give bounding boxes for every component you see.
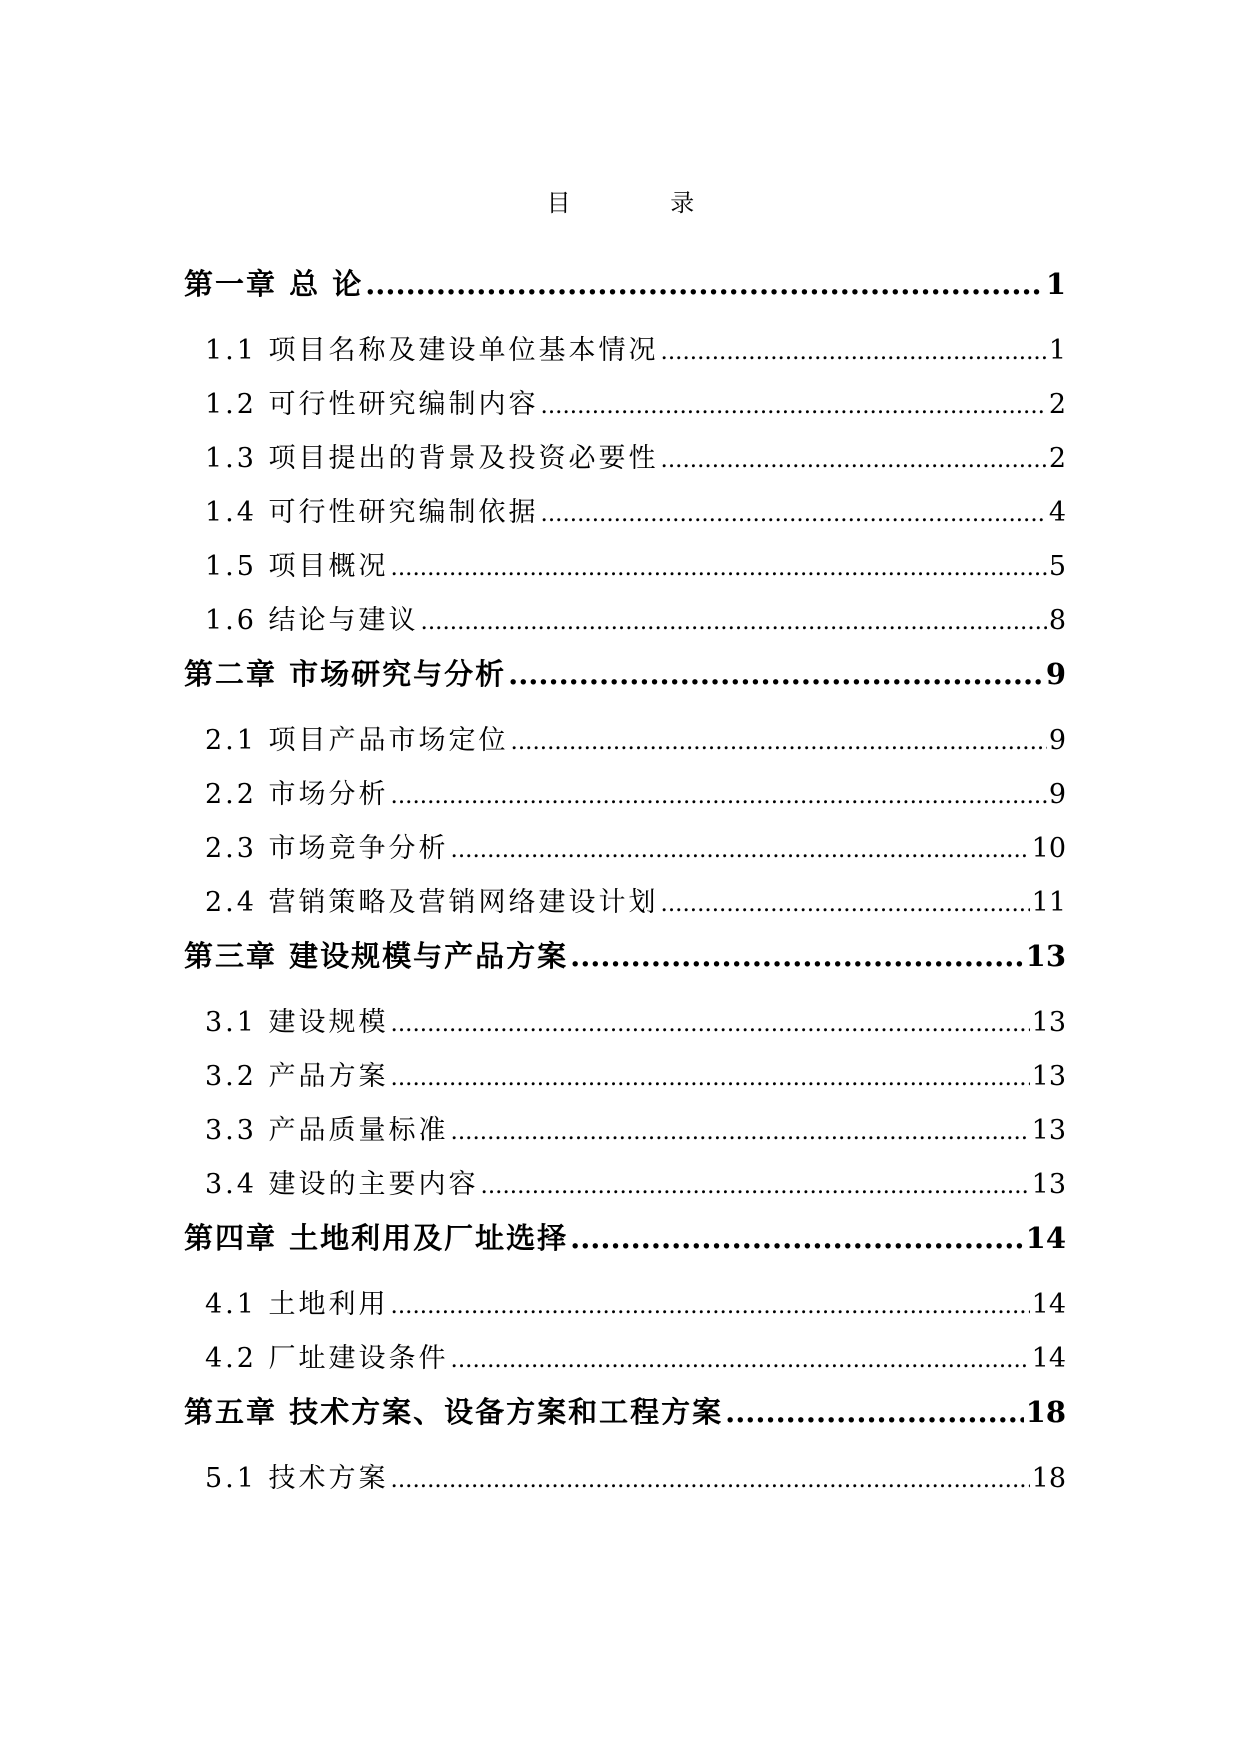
toc-dot-leader <box>451 1119 1030 1145</box>
toc-entry-label: 2.3 市场竞争分析 <box>205 833 449 864</box>
toc-entry-label: 第三章 建设规模与产品方案 <box>184 939 569 973</box>
toc-section-entry[interactable] <box>184 1054 1066 1108</box>
toc-page-number: 9 <box>1048 725 1066 756</box>
toc-entry-label: 第一章 总 论 <box>184 267 364 301</box>
toc-dot-leader <box>481 1173 1030 1199</box>
toc-page-number: 13 <box>1031 1007 1066 1038</box>
toc-section-entry[interactable] <box>184 1000 1066 1054</box>
toc-page-number: 13 <box>1031 1061 1066 1092</box>
toc-page-number: 5 <box>1048 551 1066 582</box>
toc-dot-leader <box>511 729 1047 755</box>
toc-entry-label: 第二章 市场研究与分析 <box>184 657 507 691</box>
toc-dot-leader <box>570 939 1024 973</box>
toc-section-entry[interactable] <box>184 826 1066 880</box>
toc-page-number: 1 <box>1048 335 1066 366</box>
toc-section-entry[interactable] <box>184 1336 1066 1390</box>
toc-entry-label: 1.1 项目名称及建设单位基本情况 <box>205 335 659 366</box>
toc-entry-label: 2.2 市场分析 <box>205 779 389 810</box>
toc-page-number: 18 <box>1025 1395 1066 1429</box>
toc-page-number: 9 <box>1045 657 1066 691</box>
toc-entry-label: 3.2 产品方案 <box>205 1061 389 1092</box>
toc-page-number: 13 <box>1031 1169 1066 1200</box>
toc-chapter-entry[interactable] <box>184 1390 1066 1456</box>
toc-entry-label: 第五章 技术方案、设备方案和工程方案 <box>184 1395 724 1429</box>
toc-page-number: 14 <box>1031 1289 1066 1320</box>
toc-dot-leader <box>725 1395 1024 1429</box>
toc-chapter-entry[interactable] <box>184 934 1066 1000</box>
toc-entry-label: 3.4 建设的主要内容 <box>205 1169 479 1200</box>
toc-page-number: 14 <box>1025 1221 1066 1255</box>
toc-dot-leader <box>541 393 1047 419</box>
toc-section-entry[interactable] <box>184 1162 1066 1216</box>
toc-section-entry[interactable] <box>184 436 1066 490</box>
toc-section-entry[interactable] <box>184 598 1066 652</box>
toc-section-entry[interactable] <box>184 490 1066 544</box>
toc-title: 目 录 <box>546 189 741 217</box>
toc-entry-label: 1.5 项目概况 <box>205 551 389 582</box>
toc-section-entry[interactable] <box>184 718 1066 772</box>
toc-page-number: 13 <box>1031 1115 1066 1146</box>
toc-dot-leader <box>570 1221 1024 1255</box>
toc-dot-leader <box>451 1347 1030 1373</box>
toc-chapter-entry[interactable] <box>184 1216 1066 1282</box>
toc-dot-leader <box>391 783 1047 809</box>
toc-entry-label: 3.1 建设规模 <box>205 1007 389 1038</box>
toc-entry-label: 1.4 可行性研究编制依据 <box>205 497 539 528</box>
toc-dot-leader <box>391 1293 1030 1319</box>
toc-dot-leader <box>661 447 1047 473</box>
toc-section-entry[interactable] <box>184 1282 1066 1336</box>
toc-section-entry[interactable] <box>184 328 1066 382</box>
table-of-contents <box>184 262 1066 1510</box>
toc-dot-leader <box>365 267 1044 301</box>
toc-dot-leader <box>661 339 1047 365</box>
toc-page-number: 9 <box>1048 779 1066 810</box>
toc-entry-label: 3.3 产品质量标准 <box>205 1115 449 1146</box>
toc-entry-label: 2.4 营销策略及营销网络建设计划 <box>205 887 659 918</box>
toc-dot-leader <box>391 1011 1030 1037</box>
toc-page-number: 14 <box>1031 1343 1066 1374</box>
toc-dot-leader <box>391 555 1047 581</box>
toc-page-number: 1 <box>1045 267 1066 301</box>
toc-dot-leader <box>391 1065 1030 1091</box>
toc-entry-label: 1.6 结论与建议 <box>205 605 419 636</box>
toc-entry-label: 1.2 可行性研究编制内容 <box>205 389 539 420</box>
toc-entry-label: 4.1 土地利用 <box>205 1289 389 1320</box>
toc-page-number: 2 <box>1048 443 1066 474</box>
toc-dot-leader <box>661 891 1030 917</box>
toc-section-entry[interactable] <box>184 1108 1066 1162</box>
toc-chapter-entry[interactable] <box>184 652 1066 718</box>
toc-page-number: 18 <box>1031 1463 1066 1494</box>
toc-section-entry[interactable] <box>184 772 1066 826</box>
toc-page-number: 10 <box>1031 833 1066 864</box>
toc-entry-label: 第四章 土地利用及厂址选择 <box>184 1221 569 1255</box>
toc-section-entry[interactable] <box>184 880 1066 934</box>
toc-dot-leader <box>508 657 1044 691</box>
toc-section-entry[interactable] <box>184 544 1066 598</box>
toc-page-number: 8 <box>1048 605 1066 636</box>
toc-entry-label: 1.3 项目提出的背景及投资必要性 <box>205 443 659 474</box>
toc-page-number: 11 <box>1031 887 1066 918</box>
toc-dot-leader <box>391 1467 1030 1493</box>
toc-entry-label: 4.2 厂址建设条件 <box>205 1343 449 1374</box>
toc-dot-leader <box>541 501 1047 527</box>
toc-dot-leader <box>451 837 1030 863</box>
toc-entry-label: 5.1 技术方案 <box>205 1463 389 1494</box>
toc-chapter-entry[interactable] <box>184 262 1066 328</box>
toc-entry-label: 2.1 项目产品市场定位 <box>205 725 509 756</box>
toc-section-entry[interactable] <box>184 382 1066 436</box>
toc-page-number: 4 <box>1048 497 1066 528</box>
toc-page-number: 13 <box>1025 939 1066 973</box>
toc-section-entry[interactable] <box>184 1456 1066 1510</box>
toc-page-number: 2 <box>1048 389 1066 420</box>
toc-dot-leader <box>421 609 1047 635</box>
